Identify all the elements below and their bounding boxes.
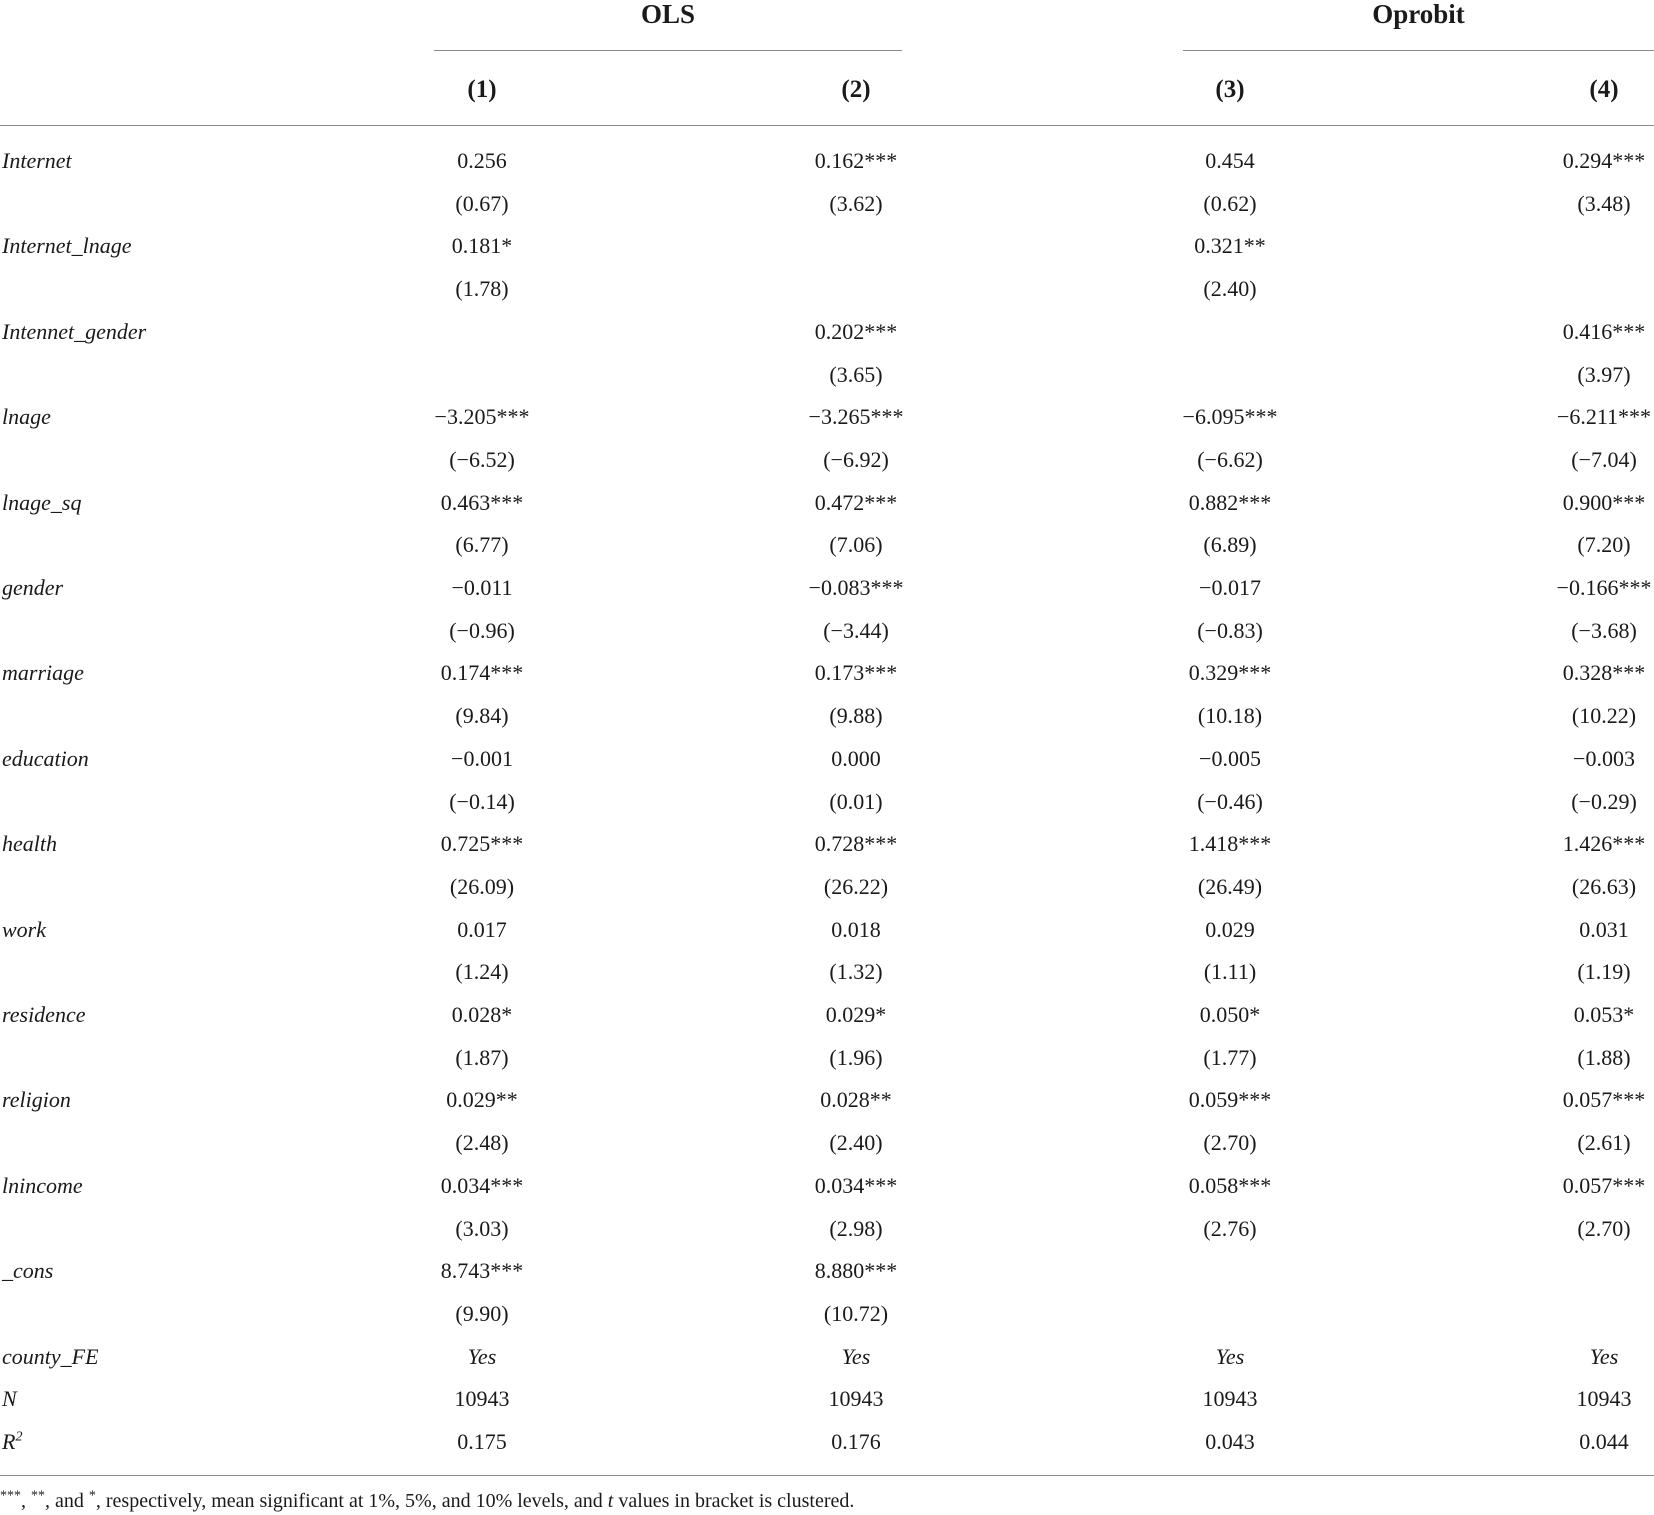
table-cell-col-1: 10943	[454, 1386, 510, 1412]
table-row	[0, 482, 1654, 525]
table-cell-col-3: (26.49)	[1197, 873, 1263, 899]
table-cell-col-1	[352, 311, 612, 354]
table-row	[0, 183, 1654, 226]
table-row	[0, 567, 1654, 610]
table-row	[0, 994, 1654, 1037]
table-cell-col-3: 0.059***	[1188, 1087, 1272, 1113]
table-row	[0, 1378, 1654, 1421]
table-cell-col-2: (3.62)	[829, 190, 883, 216]
table-cell-col-3: −6.095***	[1182, 404, 1278, 430]
table-cell-col-4: −6.211***	[1556, 404, 1652, 430]
table-cell-col-4: 0.057***	[1562, 1087, 1646, 1113]
footnote-part-2: , and	[45, 1490, 89, 1512]
row-label: gender	[2, 575, 64, 600]
column-header-4: (4)	[1589, 76, 1619, 103]
table-cell-col-4: (−3.68)	[1571, 617, 1637, 643]
table-cell-col-4: (3.48)	[1577, 190, 1631, 216]
table-cell-col-4: (3.97)	[1577, 361, 1631, 387]
table-cell-col-2: (7.06)	[829, 532, 883, 558]
table-cell-col-1: (−0.96)	[449, 617, 515, 643]
table-cell-col-1: (−6.52)	[449, 446, 515, 472]
table-cell-col-1: 0.029**	[446, 1087, 518, 1113]
table-row	[0, 781, 1654, 824]
table-cell-col-1: 0.017	[457, 916, 507, 942]
table-cell-col-4: (10.22)	[1571, 703, 1637, 729]
footnote-part-3: , respectively, mean significant at 1%, 5%, and 10% levels, and	[95, 1490, 608, 1512]
table-row	[0, 1336, 1654, 1379]
table-cell-col-4: 0.416***	[1562, 318, 1646, 344]
table-row	[0, 652, 1654, 695]
table-cell-col-1: −3.205***	[434, 404, 530, 430]
table-cell-col-3: (2.70)	[1203, 1130, 1257, 1156]
table-cell-col-3: −0.005	[1199, 745, 1261, 771]
table-cell-col-3: 0.050*	[1199, 1002, 1261, 1027]
table-cell-col-2: (1.32)	[829, 959, 883, 985]
table-cell-col-1: Yes	[467, 1343, 497, 1369]
row-label: _cons	[2, 1258, 54, 1284]
table-cell-col-4: 0.328***	[1562, 660, 1646, 686]
table-cell-col-3	[1100, 1250, 1360, 1293]
row-label-superscript: 2	[15, 1429, 23, 1445]
table-cell-col-2: 8.880***	[814, 1258, 898, 1284]
table-cell-col-1: (1.78)	[455, 276, 509, 302]
table-cell-col-3: 0.882***	[1188, 489, 1272, 515]
table-cell-col-1: (26.09)	[449, 873, 515, 899]
table-row	[0, 909, 1654, 952]
table-cell-col-3	[1100, 1293, 1360, 1336]
group-underline-ols	[434, 50, 902, 51]
table-row	[0, 225, 1654, 268]
table-cell-col-1: 0.725***	[440, 831, 524, 857]
table-cell-col-1: 0.174***	[440, 660, 524, 686]
group-header-oprobit: Oprobit	[1372, 0, 1465, 29]
table-cell-col-3: (2.76)	[1203, 1215, 1257, 1241]
table-row	[0, 695, 1654, 738]
table-cell-col-4: Yes	[1589, 1343, 1619, 1369]
table-cell-col-2: Yes	[841, 1343, 871, 1369]
table-cell-col-4: (1.19)	[1577, 959, 1631, 985]
row-label: Internet	[2, 148, 72, 173]
table-cell-col-2: (2.40)	[829, 1130, 883, 1156]
table-cell-col-4: 10943	[1576, 1386, 1632, 1412]
table-cell-col-4: −0.003	[1573, 745, 1635, 771]
table-row	[0, 524, 1654, 567]
table-cell-col-3: 0.454	[1205, 148, 1255, 173]
row-label: education	[2, 745, 89, 771]
table-cell-col-4: (7.20)	[1577, 532, 1631, 558]
table-cell-col-4: 0.044	[1579, 1429, 1629, 1454]
row-label: lnage_sq	[2, 489, 82, 515]
table-row	[0, 738, 1654, 781]
footnote-part-1: ,	[21, 1490, 31, 1512]
table-cell-col-2	[726, 268, 986, 311]
table-cell-col-3: 0.058***	[1188, 1172, 1272, 1198]
table-row	[0, 1293, 1654, 1336]
table-cell-col-2: (2.98)	[829, 1215, 883, 1241]
table-cell-col-2: 0.162***	[814, 148, 898, 173]
row-label: Internet_lnage	[2, 233, 132, 259]
table-cell-col-4: (26.63)	[1571, 873, 1637, 899]
table-cell-col-2: 0.202***	[814, 318, 898, 344]
table-row	[0, 610, 1654, 653]
table-row	[0, 866, 1654, 909]
row-label: Intennet_gender	[2, 318, 147, 344]
table-cell-col-2: 0.472***	[814, 489, 898, 515]
table-cell-col-3: (1.77)	[1203, 1044, 1257, 1070]
table-cell-col-3: (10.18)	[1197, 703, 1263, 729]
table-cell-col-2: 0.173***	[814, 660, 898, 686]
table-cell-col-3: (2.40)	[1203, 276, 1257, 302]
table-cell-col-1: (6.77)	[455, 532, 509, 558]
row-label: marriage	[2, 660, 84, 686]
table-cell-col-1: 0.028*	[451, 1002, 513, 1027]
footnote-star-1: ***	[0, 1488, 21, 1504]
table-cell-col-3: (−6.62)	[1197, 446, 1263, 472]
table-cell-col-1: 0.256	[457, 148, 507, 173]
table-cell-col-2: (3.65)	[829, 361, 883, 387]
table-row	[0, 1079, 1654, 1122]
table-cell-col-1: (1.87)	[455, 1044, 509, 1070]
table-cell-col-4: 0.031	[1579, 916, 1629, 942]
table-cell-col-2: (10.72)	[823, 1300, 889, 1326]
row-label	[2, 1421, 22, 1464]
row-label: lnincome	[2, 1172, 83, 1198]
table-cell-col-3: (6.89)	[1203, 532, 1257, 558]
table-cell-col-2: (9.88)	[829, 703, 883, 729]
table-cell-col-3: (−0.46)	[1197, 788, 1263, 814]
table-cell-col-4: 0.053*	[1573, 1002, 1635, 1027]
table-cell-col-1: 8.743***	[440, 1258, 524, 1284]
table-cell-col-1: (9.84)	[455, 703, 509, 729]
table-cell-col-2: 0.034***	[814, 1172, 898, 1198]
table-cell-col-1: 0.463***	[440, 489, 524, 515]
table-footnote	[0, 1488, 854, 1514]
table-cell-col-1: 0.034***	[440, 1172, 524, 1198]
table-cell-col-2: 0.728***	[814, 831, 898, 857]
table-cell-col-1: 0.175	[457, 1429, 507, 1454]
table-row	[0, 1037, 1654, 1080]
footnote-part-4: values in bracket is clustered.	[613, 1490, 855, 1512]
table-cell-col-2: 0.029*	[825, 1002, 887, 1027]
table-cell-col-4	[1474, 268, 1654, 311]
footnote-star-3: *	[88, 1488, 96, 1504]
table-cell-col-1: (0.67)	[455, 190, 509, 216]
table-cell-col-1: −0.001	[451, 745, 513, 771]
table-cell-col-4	[1474, 225, 1654, 268]
table-cell-col-1: (1.24)	[455, 959, 509, 985]
table-cell-col-3: 0.043	[1205, 1429, 1255, 1454]
header-rule	[0, 125, 1654, 126]
row-label: work	[2, 916, 46, 942]
table-cell-col-3: 0.329***	[1188, 660, 1272, 686]
table-cell-col-2: 0.176	[831, 1429, 881, 1454]
table-cell-col-3: 10943	[1202, 1386, 1258, 1412]
table-row	[0, 1250, 1654, 1293]
table-cell-col-2: 0.028**	[820, 1087, 892, 1113]
table-cell-col-3: 0.029	[1205, 916, 1255, 942]
table-row	[0, 1421, 1654, 1464]
column-header-1: (1)	[467, 76, 497, 103]
table-cell-col-2: 10943	[828, 1386, 884, 1412]
row-label: lnage	[2, 404, 51, 430]
table-cell-col-2: (0.01)	[829, 788, 883, 814]
table-row	[0, 354, 1654, 397]
table-cell-col-1: (3.03)	[455, 1215, 509, 1241]
table-cell-col-3	[1100, 311, 1360, 354]
table-cell-col-3: −0.017	[1199, 575, 1261, 600]
row-label: religion	[2, 1087, 71, 1113]
group-underline-oprobit	[1183, 50, 1654, 51]
table-cell-col-1: 0.181*	[451, 233, 513, 259]
table-cell-col-3: 0.321**	[1194, 233, 1266, 259]
table-cell-col-2	[726, 225, 986, 268]
footnote-t-symbol: t	[607, 1490, 614, 1512]
table-row	[0, 1208, 1654, 1251]
table-cell-col-3: (1.11)	[1203, 959, 1257, 985]
table-row	[0, 311, 1654, 354]
table-cell-col-4	[1474, 1250, 1654, 1293]
table-cell-col-4: −0.166***	[1556, 575, 1652, 600]
table-cell-col-3: (0.62)	[1203, 190, 1257, 216]
table-cell-col-3	[1100, 354, 1360, 397]
footnote-star-2: **	[31, 1488, 45, 1504]
group-header-ols: OLS	[640, 0, 696, 29]
table-row	[0, 140, 1654, 183]
row-label-text: R	[2, 1429, 16, 1454]
table-cell-col-4: (2.61)	[1577, 1130, 1631, 1156]
column-header-3: (3)	[1215, 76, 1245, 103]
table-cell-col-4: (1.88)	[1577, 1044, 1631, 1070]
row-label: county_FE	[2, 1343, 99, 1369]
bottom-rule	[0, 1475, 1654, 1476]
table-cell-col-4: 0.057***	[1562, 1172, 1646, 1198]
table-cell-col-3: Yes	[1215, 1343, 1245, 1369]
table-cell-col-1: (9.90)	[455, 1300, 509, 1326]
table-row	[0, 268, 1654, 311]
table-cell-col-4: (−0.29)	[1571, 788, 1637, 814]
row-label: health	[2, 831, 57, 857]
table-cell-col-2: (26.22)	[823, 873, 889, 899]
table-cell-col-3: (−0.83)	[1197, 617, 1263, 643]
table-cell-col-4: (−7.04)	[1571, 446, 1637, 472]
table-row	[0, 1165, 1654, 1208]
table-cell-col-4	[1474, 1293, 1654, 1336]
table-cell-col-4: 0.900***	[1562, 489, 1646, 515]
table-cell-col-1: −0.011	[451, 575, 513, 600]
table-cell-col-3: 1.418***	[1188, 831, 1272, 857]
table-cell-col-2: −3.265***	[808, 404, 904, 430]
table-row	[0, 439, 1654, 482]
table-cell-col-4: (2.70)	[1577, 1215, 1631, 1241]
row-label: N	[2, 1386, 17, 1412]
table-cell-col-1: (−0.14)	[449, 788, 515, 814]
table-cell-col-2: 0.000	[831, 745, 881, 771]
table-cell-col-4: 1.426***	[1562, 831, 1646, 857]
table-row	[0, 823, 1654, 866]
table-cell-col-1	[352, 354, 612, 397]
table-row	[0, 1122, 1654, 1165]
table-cell-col-1: (2.48)	[455, 1130, 509, 1156]
table-cell-col-4: 0.294***	[1562, 148, 1646, 173]
table-row	[0, 396, 1654, 439]
column-header-2: (2)	[841, 76, 871, 103]
table-cell-col-2: −0.083***	[808, 575, 904, 600]
table-cell-col-2: (1.96)	[829, 1044, 883, 1070]
table-cell-col-2: (−3.44)	[823, 617, 889, 643]
table-cell-col-2: 0.018	[831, 916, 881, 942]
table-row	[0, 951, 1654, 994]
row-label: residence	[2, 1002, 86, 1027]
table-cell-col-2: (−6.92)	[823, 446, 889, 472]
